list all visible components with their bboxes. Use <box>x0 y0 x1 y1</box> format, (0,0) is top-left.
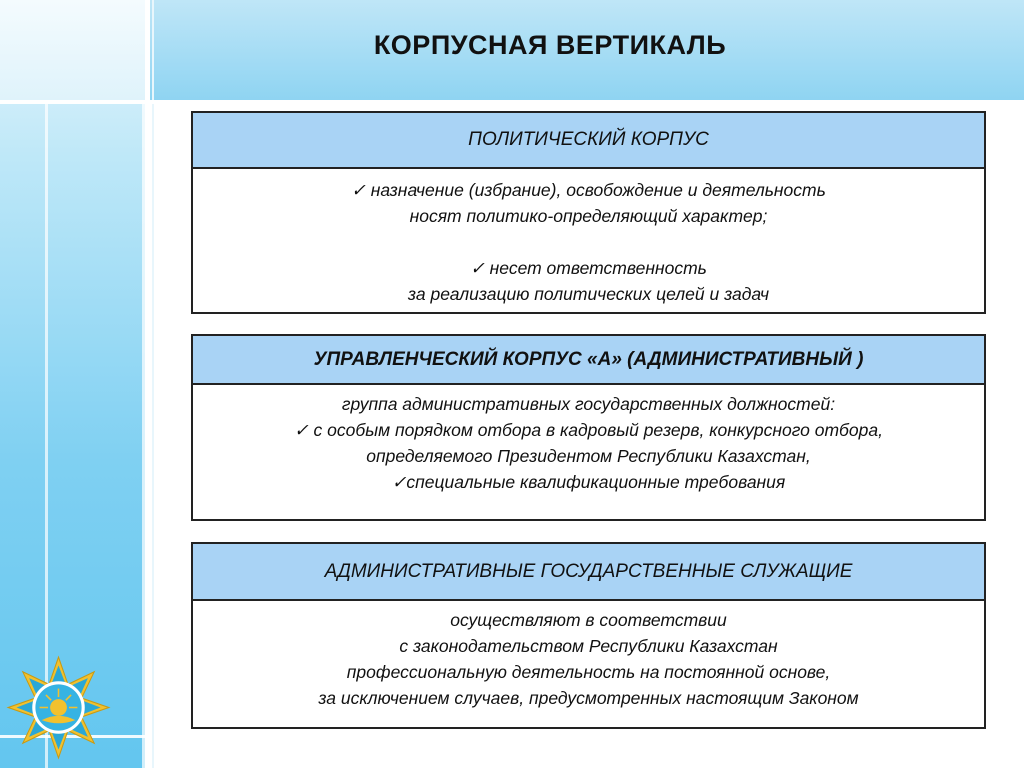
body-line: с законодательством Республики Казахстан <box>399 636 778 656</box>
body-line: осуществляют в соответствии <box>450 610 727 630</box>
body-line: за реализацию политических целей и задач <box>407 284 770 304</box>
body-line: профессиональную деятельность на постоянной основе, <box>346 662 831 682</box>
section-heading: УПРАВЛЕНЧЕСКИЙ КОРПУС «А» (АДМИНИСТРАТИВНЫЙ ) <box>193 336 984 385</box>
section-body <box>193 601 984 711</box>
section-body <box>193 385 984 495</box>
section-body <box>193 169 984 307</box>
section-management-corps <box>191 334 986 521</box>
state-emblem-icon <box>6 655 111 760</box>
body-line: носят политико-определяющий характер; <box>409 206 768 226</box>
body-line: за исключением случаев, предусмотренных настоящим Законом <box>318 688 859 708</box>
body-line: группа административных государственных должностей: <box>341 394 836 414</box>
section-heading: ПОЛИТИЧЕСКИЙ КОРПУС <box>193 113 984 169</box>
body-line: ✓ с особым порядком отбора в кадровый резерв, конкурсного отбора, <box>294 420 883 440</box>
left-decor-strip <box>0 0 145 768</box>
section-administrative-servants <box>191 542 986 729</box>
header-divider <box>0 100 1024 104</box>
left-top-panel <box>0 0 145 100</box>
page-title: КОРПУСНАЯ ВЕРТИКАЛЬ <box>373 30 727 60</box>
divider-vertical <box>145 0 148 768</box>
divider-vertical-2 <box>152 0 154 768</box>
section-political-corps <box>191 111 986 314</box>
body-line: ✓ несет ответственность <box>470 258 707 278</box>
body-line: ✓специальные квалификационные требования <box>391 472 786 492</box>
section-heading: АДМИНИСТРАТИВНЫЕ ГОСУДАРСТВЕННЫЕ СЛУЖАЩИЕ <box>193 544 984 601</box>
body-line: определяемого Президентом Республики Казахстан, <box>366 446 811 466</box>
body-line: ✓ назначение (избрание), освобождение и деятельность <box>351 180 826 200</box>
